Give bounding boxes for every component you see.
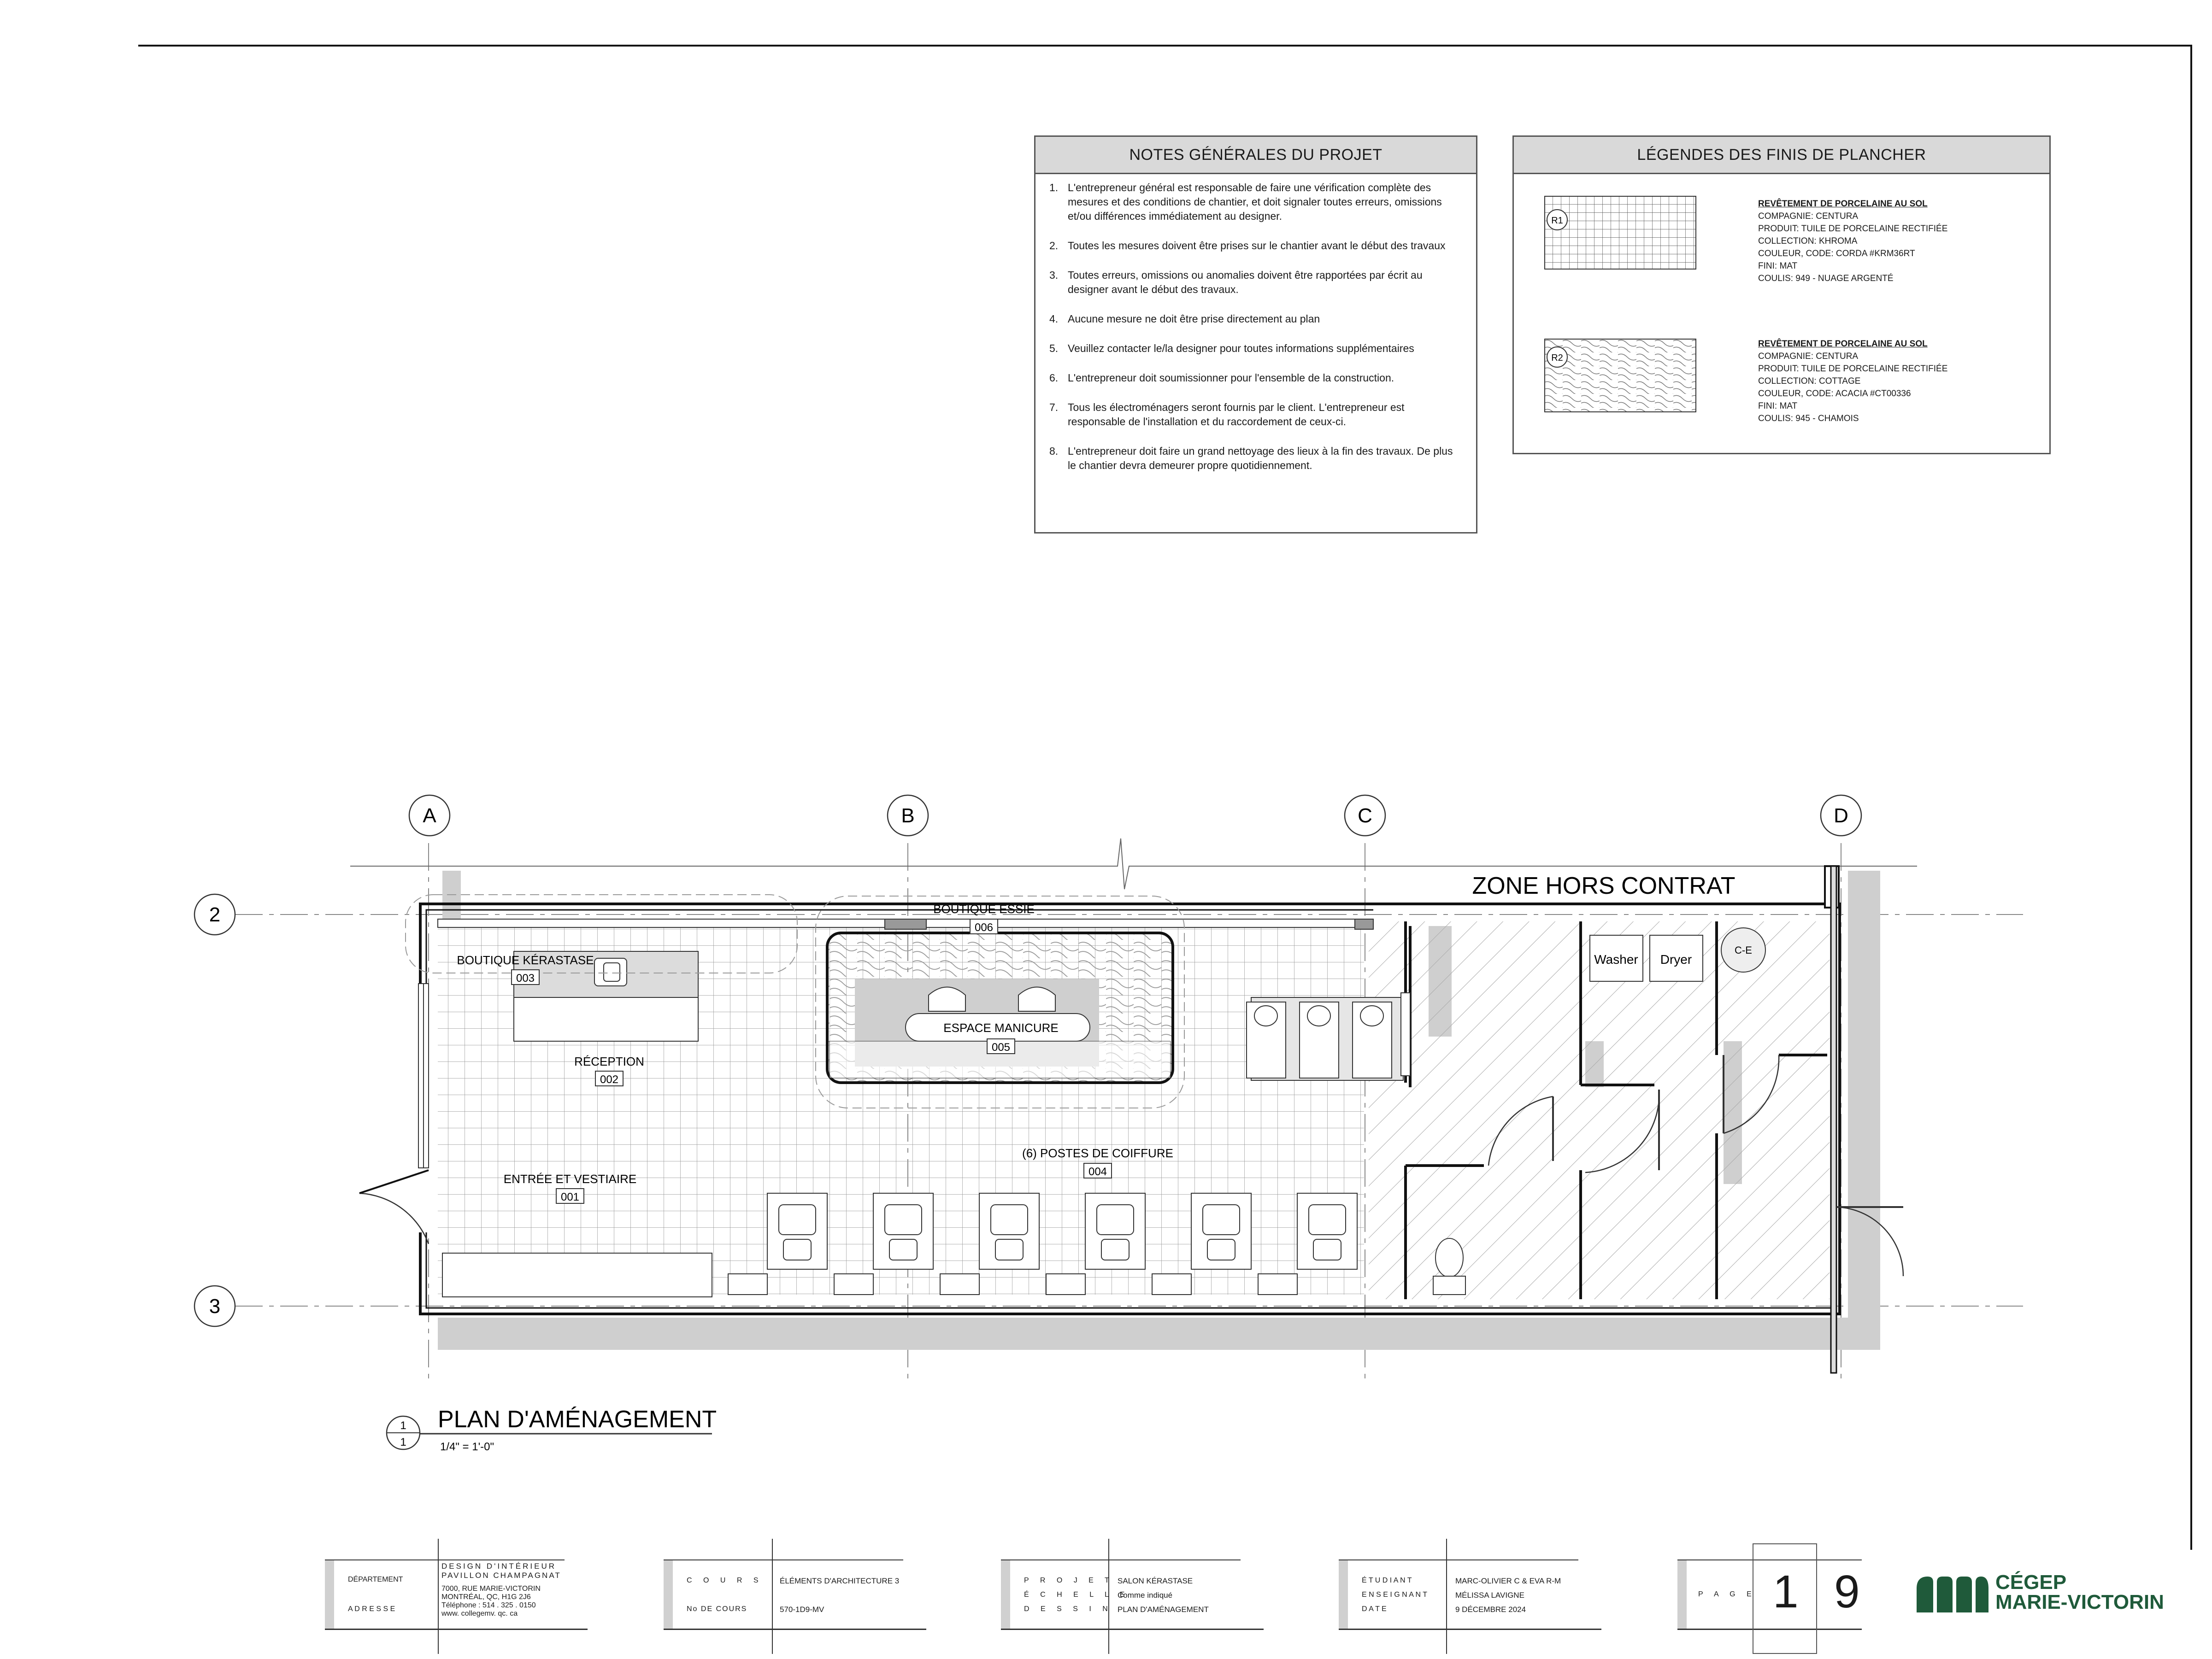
drawing-name: PLAN D'AMÉNAGEMENT: [1118, 1605, 1209, 1614]
project-name: SALON KÉRASTASE: [1118, 1577, 1193, 1585]
svg-text:001: 001: [560, 1191, 580, 1203]
course-number-label: No DE COURS: [687, 1605, 747, 1613]
svg-text:B: B: [901, 804, 915, 827]
general-notes-title: NOTES GÉNÉRALES DU PROJET: [1035, 137, 1476, 174]
teacher-label: E N S E I G N A N T: [1362, 1591, 1427, 1599]
view-title: [387, 1406, 717, 1453]
svg-text:1: 1: [400, 1419, 406, 1432]
r2-tag: R2: [1551, 353, 1563, 363]
student-names: MARC-OLIVIER C & EVA R-M: [1455, 1577, 1561, 1585]
page-label: P A G E: [1698, 1590, 1756, 1598]
scale-label: É C H E L L E: [1024, 1591, 1130, 1599]
view-title-text: PLAN D'AMÉNAGEMENT: [438, 1406, 717, 1433]
svg-text:ENTRÉE ET VESTIAIRE: ENTRÉE ET VESTIAIRE: [503, 1172, 637, 1186]
svg-text:2: 2: [209, 903, 221, 926]
cegep-logo-icon: [1915, 1575, 1991, 1614]
svg-text:005: 005: [991, 1041, 1011, 1054]
scale-value: Comme indiqué: [1118, 1591, 1173, 1600]
note-item: 1. L'entrepreneur général est responsable de faire une vérification complète des mesures et des conditions de chantier, et doit signaler toutes erreurs, omissions et/ou différences immédiatement au designer.: [1049, 182, 1442, 222]
dept-label: DÉPARTEMENT: [348, 1576, 403, 1583]
date-label: D A T E: [1362, 1605, 1387, 1613]
svg-text:ESPACE MANICURE: ESPACE MANICURE: [943, 1021, 1059, 1035]
svg-text:1: 1: [400, 1436, 406, 1448]
project-label: P R O J E T: [1024, 1577, 1114, 1584]
page-number: 1: [1773, 1566, 1799, 1618]
r1-tag: R1: [1551, 216, 1563, 226]
svg-text:RÉCEPTION: RÉCEPTION: [574, 1055, 644, 1068]
note-item: 6. L'entrepreneur doit soumissionner pour l'ensemble de la construction.: [1049, 372, 1394, 384]
svg-text:002: 002: [600, 1073, 619, 1086]
addr-line4: www. collegemv. qc. ca: [441, 1610, 518, 1618]
view-scale: 1/4" = 1'-0": [440, 1441, 494, 1453]
dept-line1: DESIGN D'INTÉRIEUR: [441, 1562, 557, 1571]
addr-line1: 7000, RUE MARIE-VICTORIN: [441, 1585, 541, 1593]
washer-label: Washer: [1594, 952, 1638, 967]
note-item: 8. L'entrepreneur doit faire un grand nettoyage des lieux à la fin des travaux. De plus le chantier devra demeurer propre quotidiennement.: [1049, 445, 1453, 471]
svg-text:004: 004: [1088, 1166, 1107, 1178]
course-number: 570-1D9-MV: [780, 1605, 824, 1614]
svg-text:C: C: [1358, 804, 1372, 827]
svg-text:BOUTIQUE ESSIE: BOUTIQUE ESSIE: [933, 902, 1035, 916]
dept-line2: PAVILLON CHAMPAGNAT: [441, 1571, 561, 1580]
ce-label: C-E: [1735, 944, 1752, 956]
address-label: A D R E S S E: [348, 1605, 395, 1613]
toilet: [1433, 1238, 1465, 1295]
course-label: C O U R S: [687, 1577, 763, 1584]
svg-text:D: D: [1834, 804, 1848, 827]
date-value: 9 DÉCEMBRE 2024: [1455, 1605, 1526, 1614]
note-item: 4. Aucune mesure ne doit être prise directement au plan: [1049, 313, 1320, 325]
shampoo-stations: [1247, 993, 1410, 1080]
floor-finish-legend-title: LÉGENDES DES FINIS DE PLANCHER: [1514, 137, 2049, 174]
logo-line1: CÉGEP: [1995, 1571, 2067, 1594]
logo-line2: MARIE-VICTORIN: [1995, 1591, 2164, 1613]
svg-text:003: 003: [516, 972, 535, 985]
dryer-label: Dryer: [1660, 952, 1692, 967]
student-label: É T U D I A N T: [1362, 1577, 1412, 1584]
page-total: 9: [1834, 1566, 1860, 1618]
addr-line2: MONTRÉAL, QC, H1G 2J6: [441, 1593, 531, 1601]
svg-text:A: A: [423, 804, 436, 827]
note-item: 2. Toutes les mesures doivent être prises sur le chantier avant le début des travaux: [1049, 240, 1446, 252]
svg-text:BOUTIQUE KÉRASTASE: BOUTIQUE KÉRASTASE: [457, 953, 594, 967]
note-item: 7. Tous les électroménagers seront fournis par le client. L'entrepreneur est responsable de l'installation et du raccordement de ceux-ci.: [1049, 401, 1405, 428]
course-name: ÉLÉMENTS D'ARCHITECTURE 3: [780, 1577, 900, 1585]
teacher-name: MÉLISSA LAVIGNE: [1455, 1591, 1524, 1600]
r1-description: REVÊTEMENT DE PORCELAINE AU SOL COMPAGNIE: CENTURA PRODUIT: TUILE DE PORCELAINE RECTIFIÉE COLLECTION: KHROMA COULEUR, CODE: CORDA #KRM36RT FINI: MAT COULIS: 949 - NUAGE ARGENTÉ: [1758, 199, 1948, 283]
drawing-label: D E S S I N: [1024, 1605, 1112, 1613]
note-item: 3. Toutes erreurs, omissions ou anomalies doivent être rapportées par écrit au designer avant le début des travaux.: [1049, 269, 1423, 295]
addr-line3: Téléphone : 514 . 325 . 0150: [441, 1601, 536, 1609]
zone-hors-contrat-label: ZONE HORS CONTRAT: [1472, 873, 1735, 899]
svg-text:006: 006: [974, 921, 994, 934]
r2-description: REVÊTEMENT DE PORCELAINE AU SOL COMPAGNIE: CENTURA PRODUIT: TUILE DE PORCELAINE RECTIFIÉE COLLECTION: COTTAGE COULEUR, CODE: ACACIA #CT00336 FINI: MAT COULIS: 945 - CHAMOIS: [1758, 339, 1948, 423]
note-item: 5. Veuillez contacter le/la designer pour toutes informations supplémentaires: [1049, 342, 1414, 354]
svg-text:3: 3: [209, 1295, 221, 1318]
svg-text:(6) POSTES DE COIFFURE: (6) POSTES DE COIFFURE: [1022, 1146, 1173, 1160]
